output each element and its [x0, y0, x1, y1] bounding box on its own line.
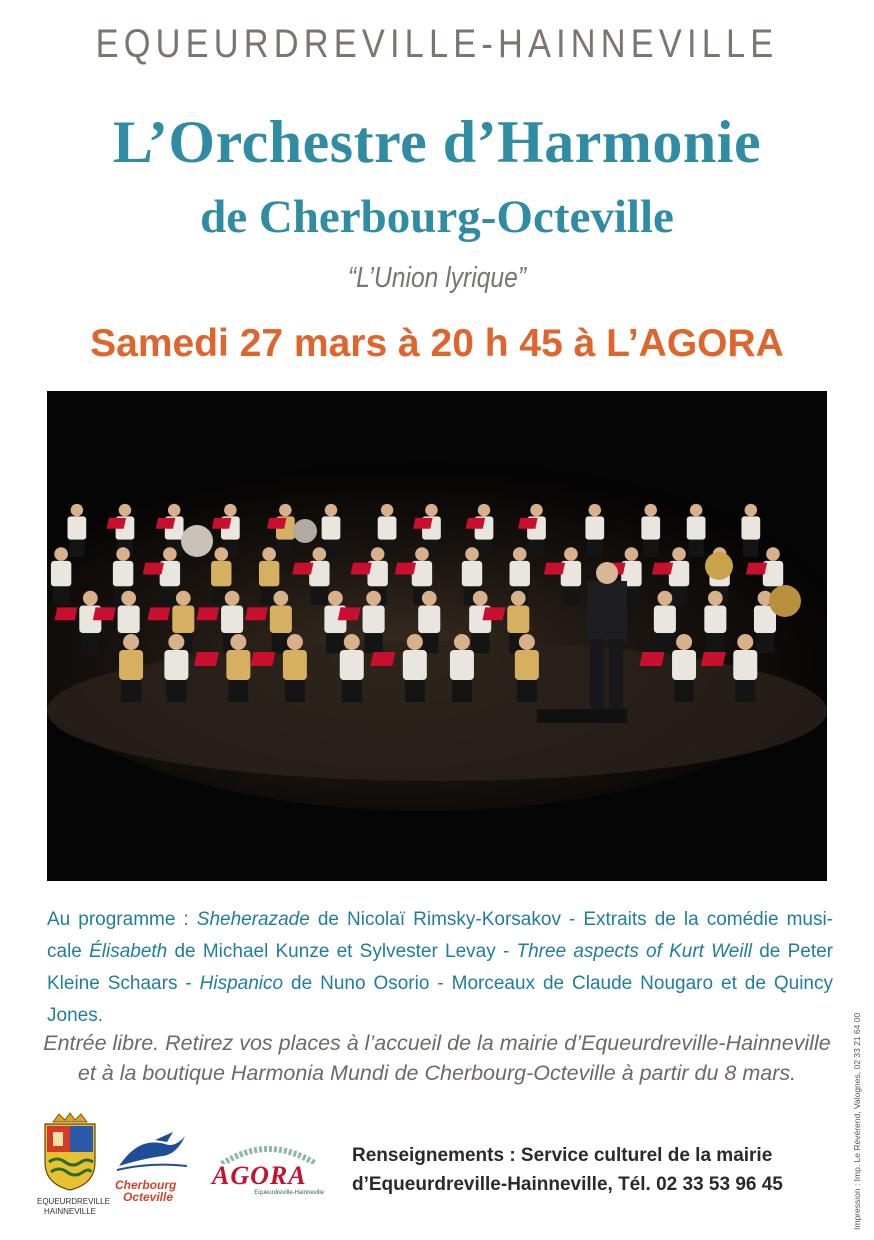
music-stand — [250, 652, 275, 666]
work-title: Sheherazade — [196, 909, 310, 930]
work-title: Three aspects of Kurt Weill — [516, 941, 753, 962]
music-stand — [292, 563, 313, 575]
music-stand — [93, 607, 116, 620]
program-text-part: de Nuno Osorio - Morceaux de Claude Nougaro et de Quincy Jones. — [47, 973, 833, 1026]
music-stand — [156, 518, 175, 529]
music-stand — [640, 652, 665, 666]
program-text-part: de Peter Kleine Schaars - — [47, 941, 834, 994]
program-text — [47, 904, 833, 1032]
music-stand — [413, 518, 432, 529]
music-stand — [518, 518, 537, 529]
music-stand — [652, 563, 673, 575]
crest-caption-2: HAINNEVILLE — [43, 1207, 97, 1216]
music-stand — [267, 518, 286, 529]
crest-caption-1: EQUEURDREVILLE — [37, 1197, 110, 1206]
city-heading: EQUEURDREVILLE-HAINNEVILLE — [95, 22, 779, 66]
program-text-part: de Nicolaï Rimsky-Korsakov - Extraits de la comédie musi-cale — [47, 909, 834, 962]
tuba-shape — [705, 552, 733, 580]
music-stand — [466, 518, 485, 529]
entry-line-2: et à la boutique Harmonia Mundi de Cherbourg-Octeville à partir du 8 mars. — [77, 1061, 797, 1085]
entry-line-1: Entrée libre. Retirez vos places à l’accueil de la mairie d’Equeurdreville-Hainneville — [43, 1031, 831, 1055]
entry-info — [0, 1028, 874, 1088]
drum-shape — [293, 519, 317, 543]
contact-line-1: Renseignements : Service culturel de la mairie — [352, 1145, 773, 1166]
contact-line-2: d’Equeurdreville-Hainneville, Tél. 02 33 53 96 45 — [352, 1174, 783, 1195]
subtitle: “L’Union lyrique” — [347, 262, 527, 294]
music-stand — [701, 652, 726, 666]
music-stand — [212, 518, 231, 529]
octeville-text: Octeville — [123, 1190, 174, 1204]
music-stand — [143, 563, 164, 575]
cherbourg-text: Cherbourg — [115, 1178, 177, 1192]
printer-credit — [848, 980, 872, 1230]
seabird-icon — [115, 1126, 189, 1174]
music-stand — [194, 652, 219, 666]
music-stand — [245, 607, 268, 620]
work-title: Élisabeth — [89, 941, 168, 962]
printer-credit-text: Impression : Imp. Le Révérend, Valognes, 02 33 21 64 00 — [852, 1012, 862, 1230]
work-title: Hispanico — [199, 973, 284, 994]
orchestra-photo — [47, 391, 827, 881]
music-stand — [107, 518, 126, 529]
music-stand — [746, 563, 767, 575]
program-label: Au programme : — [47, 909, 197, 930]
music-stand — [196, 607, 219, 620]
agora-logo — [212, 1140, 324, 1197]
cherbourg-octeville-logo — [115, 1126, 195, 1203]
program-text-part: de Michael Kunze et Sylvester Levay - — [167, 941, 517, 962]
city-crest — [37, 1112, 110, 1217]
tuba-shape — [769, 585, 801, 617]
title-line-1: L’Orchestre d’Harmonie — [112, 109, 762, 175]
music-stand — [544, 563, 565, 575]
agora-name: AGORA — [212, 1161, 307, 1190]
contact-info — [352, 1141, 783, 1199]
music-stand — [338, 607, 361, 620]
music-stand — [147, 607, 170, 620]
event-date: Samedi 27 mars à 20 h 45 à L’AGORA — [90, 322, 784, 365]
music-stand — [351, 563, 372, 575]
crest-icon — [37, 1112, 103, 1192]
music-stand — [482, 607, 505, 620]
music-stand — [395, 563, 416, 575]
title-line-2: de Cherbourg-Octeville — [200, 191, 674, 243]
drum-shape — [181, 525, 213, 557]
music-stand — [370, 652, 395, 666]
agora-tagline: Equeurdreville-Hainneville — [254, 1190, 324, 1196]
music-stand — [54, 607, 77, 620]
